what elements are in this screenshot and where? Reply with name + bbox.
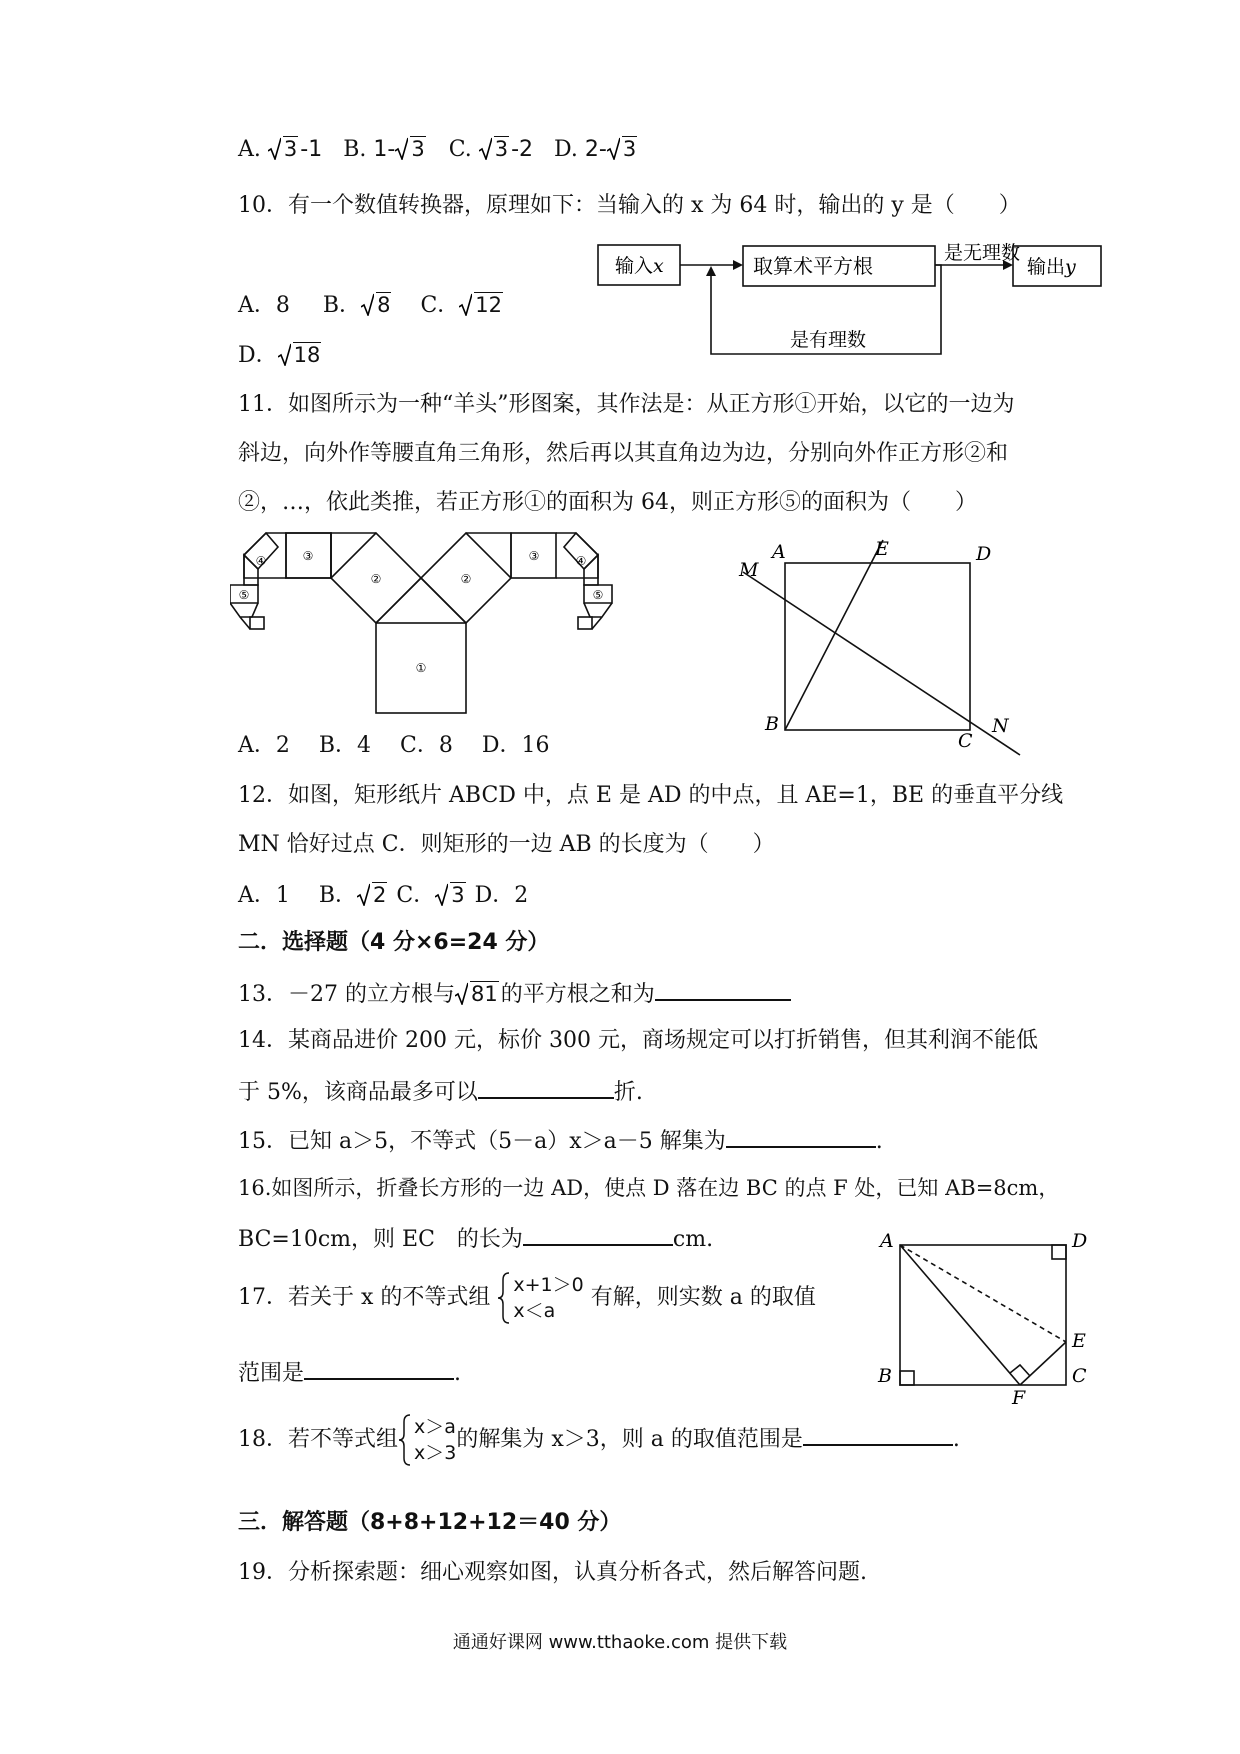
rectangle-abcd <box>785 563 970 730</box>
label-square-5-left: ⑤ <box>238 588 250 602</box>
q11-line-2: 斜边，向外作等腰直角三角形，然后再以其直角边为边，分别向外作正方形②和 <box>238 441 1009 466</box>
q12-option-d: D．2 <box>467 883 529 908</box>
q18-system <box>398 1414 456 1466</box>
q16-fold-figure <box>870 1230 1095 1405</box>
q12-rectangle-figure <box>725 530 1035 760</box>
q9-option-a-sqrt: 3 <box>268 134 298 164</box>
flow-output-text: 输出 <box>1027 256 1066 278</box>
label-square-3-left: ③ <box>302 549 314 563</box>
q18-end: . <box>952 1427 960 1452</box>
label-b: B <box>878 1365 892 1387</box>
q17-line-1 <box>238 1268 816 1328</box>
svg-text:输入x <box>615 255 664 277</box>
q16-answer-blank[interactable] <box>523 1222 673 1246</box>
q17-eq-2: x＜a <box>513 1300 556 1322</box>
q13 <box>238 977 791 1010</box>
flow-arrow-icon <box>706 266 716 276</box>
q9-options <box>238 134 639 165</box>
q11-options: A．2 B．4 C．8 D．16 <box>238 733 550 758</box>
q9-option-d-sqrt: 3 <box>607 134 637 164</box>
section-3-heading: 三．解答题（8+8+12+12＝40 分） <box>238 1510 622 1535</box>
q12-options <box>238 880 528 911</box>
label-a: A <box>772 541 786 563</box>
q12-option-b-sqrt: 2 <box>357 880 387 910</box>
label-b: B <box>765 713 779 735</box>
flow-rational-label: 是有理数 <box>790 329 867 351</box>
label-e: E <box>1072 1330 1086 1352</box>
q18-answer-blank[interactable] <box>803 1422 953 1446</box>
label-d: D <box>976 543 992 565</box>
q9-option-c-label: C. <box>448 137 472 162</box>
q17-post: 有解，则实数 a 的取值 <box>590 1285 816 1310</box>
rectangle-abcd-fold <box>900 1245 1066 1385</box>
q10-option-d-label: D． <box>238 343 278 368</box>
q15-post: . <box>875 1129 883 1154</box>
label-d: D <box>1072 1230 1088 1252</box>
label-square-1: ① <box>415 661 427 675</box>
q13-sqrt: 81 <box>455 979 499 1009</box>
q9-option-d-label: D. <box>554 137 578 162</box>
q10-option-b-sqrt: 8 <box>361 290 391 320</box>
q16-line-1: 16.如图所示，折叠长方形的一边 AD，使点 D 落在边 BC 的点 F 处，已知 AB=8cm， <box>238 1176 1060 1200</box>
q12-line-1: 12．如图，矩形纸片 ABCD 中，点 E 是 AD 的中点，且 AE=1，BE 的垂直平分线 <box>238 783 1064 808</box>
label-a: A <box>880 1230 894 1252</box>
label-n: N <box>992 715 1009 737</box>
label-square-4-left: ④ <box>255 554 267 568</box>
q10-option-c-label: C． <box>420 293 460 318</box>
flow-process-text: 取算术平方根 <box>753 254 873 278</box>
q9-option-b-label: B. <box>343 137 367 162</box>
label-c: C <box>958 730 973 752</box>
label-c: C <box>1072 1365 1087 1387</box>
label-f: F <box>1012 1387 1026 1405</box>
q10-flowchart <box>595 240 1115 370</box>
q16-line-2-pre: BC=10cm，则 EC 的长为 <box>238 1227 523 1252</box>
brace-icon <box>398 1414 412 1466</box>
q14-line-2-pre: 于 5%，该商品最多可以 <box>238 1080 478 1105</box>
q15-pre: 15．已知 a＞5，不等式（5－a）x＞a－5 解集为 <box>238 1129 726 1154</box>
q12-option-c-sqrt: 3 <box>435 880 465 910</box>
flow-irrational-label: 是无理数 <box>944 242 1021 264</box>
right-angle-b <box>900 1371 914 1385</box>
q12-line-2: MN 恰好过点 C．则矩形的一边 AB 的长度为（ ） <box>238 832 775 857</box>
q17-system <box>497 1272 583 1324</box>
q13-answer-blank[interactable] <box>655 977 791 1001</box>
q9-option-c-sqrt: 3 <box>479 134 509 164</box>
label-square-4-right: ④ <box>575 554 587 568</box>
q10-options-abc <box>238 290 505 321</box>
label-square-5-right: ⑤ <box>592 588 604 602</box>
q17-line-2-pre: 范围是 <box>238 1361 305 1386</box>
q9-option-b-sqrt: 3 <box>395 134 425 164</box>
q15-answer-blank[interactable] <box>726 1124 876 1148</box>
q13-pre: 13．－27 的立方根与 <box>238 982 455 1007</box>
label-m: M <box>739 559 759 581</box>
right-angle-d <box>1052 1245 1066 1259</box>
q10-option-a: A．8 <box>238 293 290 318</box>
q10-option-b-label: B． <box>322 293 362 318</box>
q11-line-1: 11．如图所示为一种“羊头”形图案，其作法是：从正方形①开始，以它的一边为 <box>238 392 1015 417</box>
q16-line-2-post: cm. <box>672 1227 714 1252</box>
q14-line-2 <box>238 1075 643 1108</box>
svg-text:输出y <box>1027 256 1076 278</box>
q10-option-d-sqrt: 18 <box>278 340 322 370</box>
q16-line-2 <box>238 1222 713 1255</box>
q17-line-2 <box>238 1356 461 1389</box>
segment-af <box>900 1245 1020 1385</box>
flow-arrow-icon <box>733 260 743 270</box>
q18 <box>238 1410 960 1470</box>
q12-option-ab: A．1 B． <box>238 883 358 908</box>
label-square-2-right: ② <box>460 572 472 586</box>
q11-ram-head-figure <box>230 525 620 720</box>
flow-input-var: x <box>653 255 664 277</box>
q17-eq-1: x+1＞0 <box>513 1274 584 1296</box>
q9-option-a-tail: -1 <box>300 137 323 162</box>
segment-fe <box>1020 1342 1066 1385</box>
q10-stem: 10．有一个数值转换器，原理如下：当输入的 x 为 64 时，输出的 y 是（ ） <box>238 193 1021 218</box>
segment-be <box>785 540 883 730</box>
page-footer: 通通好课网 www.tthaoke.com 提供下载 <box>452 1632 788 1653</box>
q14-line-1: 14．某商品进价 200 元，标价 300 元，商场规定可以打折销售，但其利润不能低 <box>238 1028 1038 1053</box>
q9-option-c-tail: -2 <box>511 137 534 162</box>
label-square-3-right: ③ <box>528 549 540 563</box>
q17-answer-blank[interactable] <box>304 1356 454 1380</box>
q18-eq-1: x＞a <box>414 1416 456 1438</box>
q9-option-d-head: 2- <box>584 137 607 162</box>
label-e: E <box>875 538 889 560</box>
flow-output-var: y <box>1065 256 1076 278</box>
flow-input-text: 输入 <box>615 255 654 277</box>
q9-option-a-label: A. <box>238 137 261 162</box>
q13-post: 的平方根之和为 <box>500 982 655 1007</box>
q11-line-3: ②，…，依此类推，若正方形①的面积为 64，则正方形⑤的面积为（ ） <box>238 490 977 515</box>
section-2-heading: 二．选择题（4 分×6=24 分） <box>238 930 550 955</box>
q10-option-d <box>238 340 323 371</box>
q10-option-c-sqrt: 12 <box>459 290 503 320</box>
right-angle-f <box>1010 1365 1030 1376</box>
q14-line-2-post: 折. <box>613 1080 643 1105</box>
q15 <box>238 1124 883 1157</box>
q12-option-c-label: C． <box>389 883 436 908</box>
brace-icon <box>497 1272 511 1324</box>
q18-post: 的解集为 x＞3，则 a 的取值范围是 <box>456 1427 803 1452</box>
q18-eq-2: x＞3 <box>414 1442 457 1464</box>
q9-option-b-head: 1- <box>373 137 396 162</box>
q19: 19．分析探索题：细心观察如图，认真分析各式，然后解答问题. <box>238 1560 867 1585</box>
segment-ae-dashed <box>900 1245 1066 1342</box>
q17-line-2-post: . <box>454 1361 462 1386</box>
q18-pre: 18．若不等式组 <box>238 1427 398 1452</box>
q14-answer-blank[interactable] <box>478 1075 614 1099</box>
q17-pre: 17．若关于 x 的不等式组 <box>238 1285 491 1310</box>
label-square-2-left: ② <box>370 572 382 586</box>
